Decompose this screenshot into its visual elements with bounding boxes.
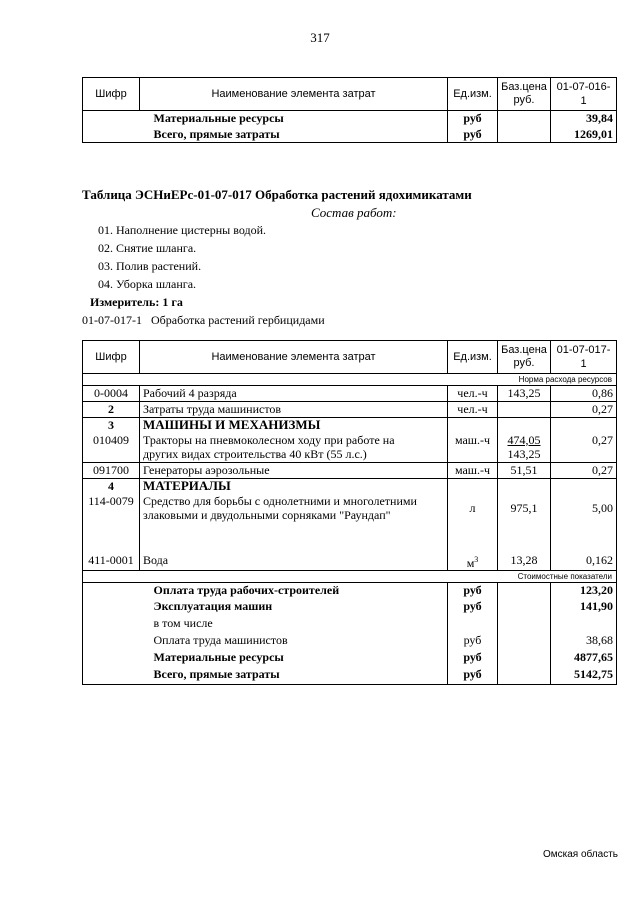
header-name: Наименование элемента затрат <box>140 78 448 111</box>
section-heading: МАШИНЫ И МЕХАНИЗМЫ <box>140 418 448 433</box>
cost-row-name: Материальные ресурсы <box>153 650 284 664</box>
table-01-07-017-1 <box>82 340 617 685</box>
table-row-name: Рабочий 4 разряда <box>140 386 448 402</box>
table-row-value: 39,84 <box>551 111 617 127</box>
work-item: 01. Наполнение цистерны водой. <box>98 223 266 237</box>
cost-row-name: Эксплуатация машин <box>153 599 273 613</box>
table-row-price: 975,1 <box>498 494 551 553</box>
cost-row-value <box>551 616 617 633</box>
table-row-price <box>498 402 551 418</box>
cost-header: Стоимостные показатели <box>83 570 617 582</box>
cost-row-value: 5142,75 <box>551 667 617 684</box>
table-row-name: Затраты труда машинистов <box>140 402 448 418</box>
table-row-unit: маш.-ч <box>448 463 498 479</box>
table-row-name: Генераторы аэрозольные <box>140 463 448 479</box>
norm-subtitle: 01-07-017-1 Обработка растений гербицидами <box>82 313 325 327</box>
work-item: 04. Уборка шланга. <box>98 277 197 291</box>
table-row-value: 0,162 <box>551 553 617 571</box>
table-row-code: 114-0079 <box>83 494 140 553</box>
table-row-code: 2 <box>83 402 140 418</box>
cost-row-unit: руб <box>448 582 498 599</box>
header-name: Наименование элемента затрат <box>140 341 448 374</box>
section-title: Таблица ЭСНиЕРс-01-07-017 Обработка растений ядохимикатами <box>82 187 472 202</box>
table-row-name: Тракторы на пневмоколесном ходу при работе на других видах строительства 40 кВт (55 л.с.) <box>140 433 448 463</box>
cost-row-unit: руб <box>448 650 498 667</box>
header-code: Шифр <box>83 78 140 111</box>
table-row-name: Вода <box>140 553 448 571</box>
table-row-code: 0-0004 <box>83 386 140 402</box>
cost-row-unit: руб <box>448 633 498 650</box>
table-row-unit: чел.-ч <box>448 402 498 418</box>
table-row-value: 0,86 <box>551 386 617 402</box>
table-row-value: 1269,01 <box>551 127 617 143</box>
cost-row-value: 141,90 <box>551 599 617 616</box>
cost-row-name: Всего, прямые затраты <box>140 667 448 684</box>
header-table-code: 01-07-016-1 <box>551 78 617 111</box>
cost-row-name: Оплата труда рабочих-строителей <box>153 582 340 597</box>
table-row-value: 0,27 <box>551 463 617 479</box>
table-row-code: 091700 <box>83 463 140 479</box>
table-row-unit: маш.-ч <box>448 433 498 463</box>
header-price: Баз.цена руб. <box>498 341 551 374</box>
footer-region: Омская область <box>542 849 618 860</box>
table-01-07-016-1 <box>82 77 617 143</box>
header-table-code: 01-07-017-1 <box>551 341 617 374</box>
table-row-name: Средство для борьбы с однолетними и многолетними злаковыми и двудольными сорняками "Раундап" <box>140 494 448 553</box>
table-row-price: 13,28 <box>498 553 551 571</box>
work-item: 02. Снятие шланга. <box>98 241 197 255</box>
page-number: 317 <box>310 30 330 45</box>
measure-unit: Измеритель: 1 га <box>90 295 183 309</box>
table-row-code: 4 <box>83 479 140 494</box>
table-row-value: 0,27 <box>551 433 617 463</box>
table-row-name: Материальные ресурсы <box>153 111 284 125</box>
table-row-price: 51,51 <box>498 463 551 479</box>
table-row-code: 3 <box>83 418 140 433</box>
table-row-value: 5,00 <box>551 494 617 553</box>
cost-row-value: 4877,65 <box>551 650 617 667</box>
cost-row-unit: руб <box>448 667 498 684</box>
cost-row-name: в том числе <box>153 616 213 630</box>
norm-header: Норма расхода ресурсов <box>83 374 617 386</box>
header-price: Баз.цена руб. <box>498 78 551 111</box>
cost-row-value: 38,68 <box>551 633 617 650</box>
cost-row-unit <box>448 616 498 633</box>
table-row-value: 0,27 <box>551 402 617 418</box>
work-item: 03. Полив растений. <box>98 259 202 273</box>
header-unit: Ед.изм. <box>448 341 498 374</box>
table-row-unit: руб <box>448 127 498 143</box>
work-composition-title: Состав работ: <box>311 205 397 220</box>
table-row-code: 010409 <box>83 433 140 463</box>
table-row-name: Всего, прямые затраты <box>140 127 448 143</box>
cost-row-name: Оплата труда машинистов <box>153 633 288 647</box>
table-row-price: 474,05 143,25 <box>498 433 551 463</box>
header-unit: Ед.изм. <box>448 78 498 111</box>
table-row-price: 143,25 <box>498 386 551 402</box>
table-row-unit: чел.-ч <box>448 386 498 402</box>
table-row-unit: $м^3$ <box>448 553 498 571</box>
header-code: Шифр <box>83 341 140 374</box>
cost-row-value: 123,20 <box>551 582 617 599</box>
table-row-unit: руб <box>448 111 498 127</box>
table-row-unit: л <box>448 494 498 553</box>
table-row-code: 411-0001 <box>83 553 140 571</box>
cost-row-unit: руб <box>448 599 498 616</box>
section-heading: МАТЕРИАЛЫ <box>140 479 448 494</box>
